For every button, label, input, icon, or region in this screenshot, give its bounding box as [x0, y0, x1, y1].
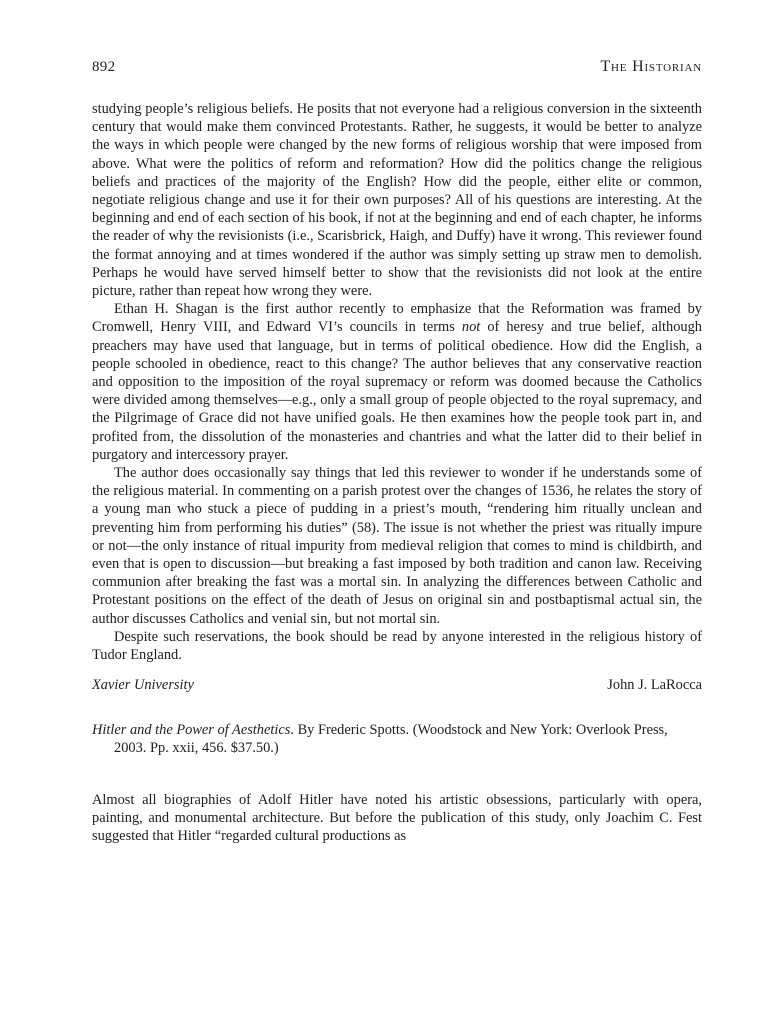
paragraph-2-emphasis: not — [461, 319, 481, 336]
paragraph-2-text-a: Ethan H. Shagan is the first author recently to emphasize that the Reformation was framed by Cromwell, Henry VIII, and Edward VI’s councils in terms — [92, 301, 702, 336]
book-publication-details: . By Frederic Spotts. (Woodstock and New York: Overlook Press, 2003. Pp. xxii, 456. $37.50.) — [114, 721, 668, 756]
reviewer-signature — [92, 676, 702, 694]
review-one-paragraph-3: The author does occasionally say things that led this reviewer to wonder if he understands some of the religious material. In commenting on a parish protest over the changes of 1536, he relates the story of a young man who stuck a piece of pudding in a priest’s mouth, “rendering him ritually unclean and preventing him from performing his duties” (58). The issue is not whether the priest was ritually impure or not—the only instance of ritual impurity from medieval religion that comes to mind is childbirth, and even that is open to discussion—but breaking a fast imposed by both tradition and canon law. Receiving communion after breaking the fast was a mortal sin. In analyzing the differences between Catholic and Protestant positions on the effect of the death of Jesus on original sin and postbaptismal actual sin, the author discusses Catholics and venial sin, but not mortal sin. — [92, 465, 702, 627]
document-page — [92, 58, 702, 846]
review-one-paragraph-1: studying people’s religious beliefs. He posits that not everyone had a religious conversion in the sixteenth century that would make them convinced Protestants. Rather, he suggests, it would be better to analyze the ways in which people were changed by the new forms of religious worship that were imposed from above. What were the politics of reform and reformation? How did the politics change the religious beliefs and practices of the majority of the English? How did the people, either elite or common, negotiate religious change and use it for their own purposes? All of his questions are interesting. At the beginning and end of each section of his book, if not at the beginning and end of each chapter, he informs the reader of why the revisionists (i.e., Scarisbrick, Haigh, and Duffy) have it wrong. This reviewer found the format annoying and at times wondered if the author was simply setting up straw men to demolish. Perhaps he would have served himself better to show that the revisionists did not look at the entire picture, rather than repeat how wrong they were. — [92, 101, 702, 300]
review-one-body — [92, 100, 702, 664]
paragraph-2-text-b: of heresy and true belief, although preachers may have used that language, but in terms of political obedience. How did the English, a people schooled in obedience, react to this change? The author believes that any conservative reaction and opposition to the imposition of the royal supremacy or reform was doomed because the Catholics were divided among themselves—e.g., only a small group of people objected to the royal supremacy, and the Pilgrimage of Grace did not have unified goals. He then examines how the people took part in, and profited from, the dissolution of the monasteries and chantries and what the latter did to their belief in purgatory and intercessory prayer. — [92, 319, 702, 463]
review-one-paragraph-4: Despite such reservations, the book should be read by anyone interested in the religious history of Tudor England. — [92, 628, 702, 664]
book-title: Hitler and the Power of Aesthetics — [92, 721, 291, 738]
review-two-body — [92, 791, 702, 846]
page-number: 892 — [92, 59, 116, 75]
journal-title: The Historian — [600, 58, 702, 75]
review-two-paragraph-1: Almost all biographies of Adolf Hitler have noted his artistic obsessions, particularly with opera, painting, and monumental architecture. But before the publication of this study, only Joachim C. Fest suggested that Hitler “regarded cultural productions as — [92, 791, 702, 845]
review-one-paragraph-2 — [92, 300, 702, 464]
reviewer-name: John J. LaRocca — [607, 677, 702, 694]
reviewer-affiliation: Xavier University — [92, 677, 194, 694]
book-citation — [92, 721, 702, 757]
running-header — [92, 58, 702, 76]
